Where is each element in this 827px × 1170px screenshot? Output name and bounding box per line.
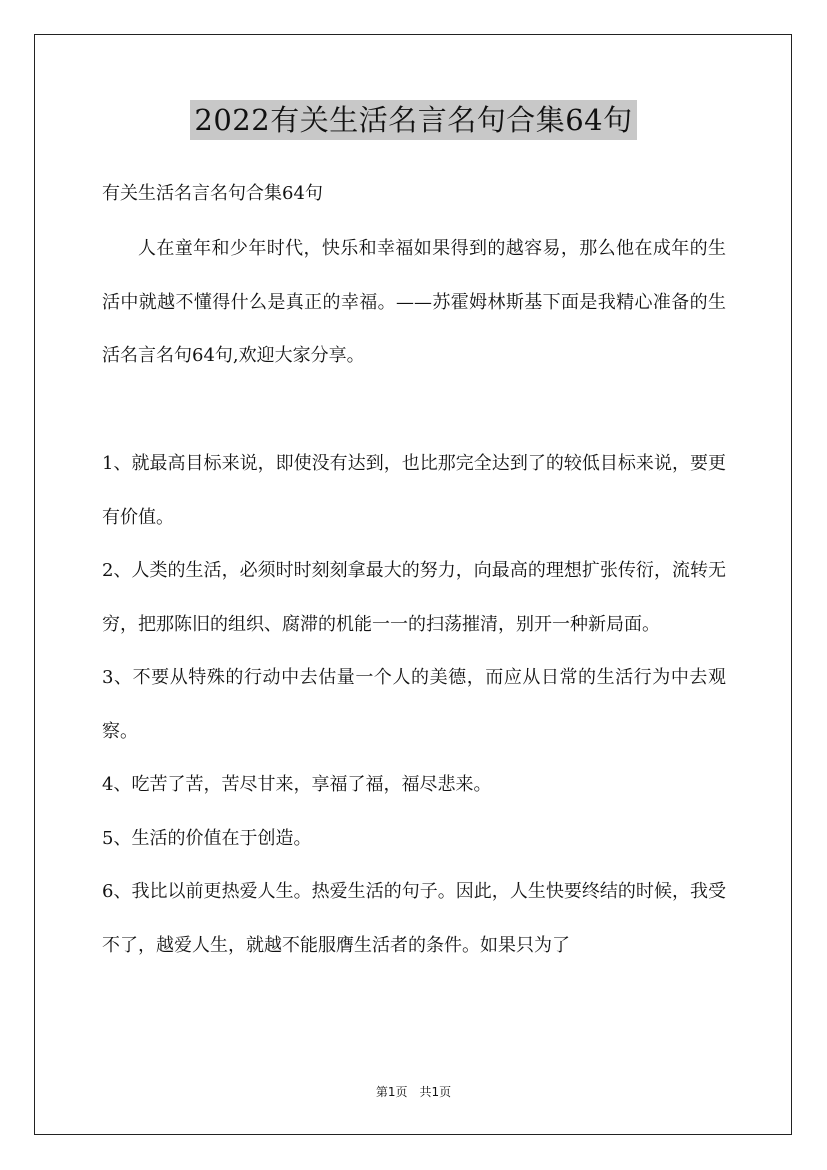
quote-item: 5、生活的价值在于创造。 xyxy=(102,827,312,849)
intro-text: 人在童年和少年时代，快乐和幸福如果得到的越容易，那么他在成年的生活中就越不懂得什么是真正的幸福。——苏霍姆林斯基下面是我精心准备的生活名言名句64句,欢迎大家分享。 xyxy=(102,238,726,366)
intro-paragraph xyxy=(102,222,726,383)
page-footer: 第1页 共1页 xyxy=(375,1085,452,1099)
quote-item: 6、我比以前更热爱人生。热爱生活的句子。因此，人生快要终结的时候，我受不了，越爱人生，就越不能服膺生活者的条件。如果只为了 xyxy=(102,881,726,956)
quote-item: 3、不要从特殊的行动中去估量一个人的美德，而应从日常的生活行为中去观察。 xyxy=(102,667,726,742)
quote-item: 1、就最高目标来说，即使没有达到，也比那完全达到了的较低目标来说，要更有价值。 xyxy=(102,453,726,528)
quote-item: 4、吃苦了苦，苦尽甘来，享福了福，福尽悲来。 xyxy=(102,774,492,795)
document-subtitle: 有关生活名言名句合集64句 xyxy=(102,183,323,204)
quote-item: 2、人类的生活，必须时时刻刻拿最大的努力，向最高的理想扩张传衍，流转无穷，把那陈旧的组织、腐滞的机能一一的扫荡摧清，别开一种新局面。 xyxy=(102,560,726,635)
quote-list xyxy=(102,437,726,972)
document-title: 2022有关生活名言名句合集64句 xyxy=(190,100,636,140)
title-container xyxy=(0,100,827,140)
